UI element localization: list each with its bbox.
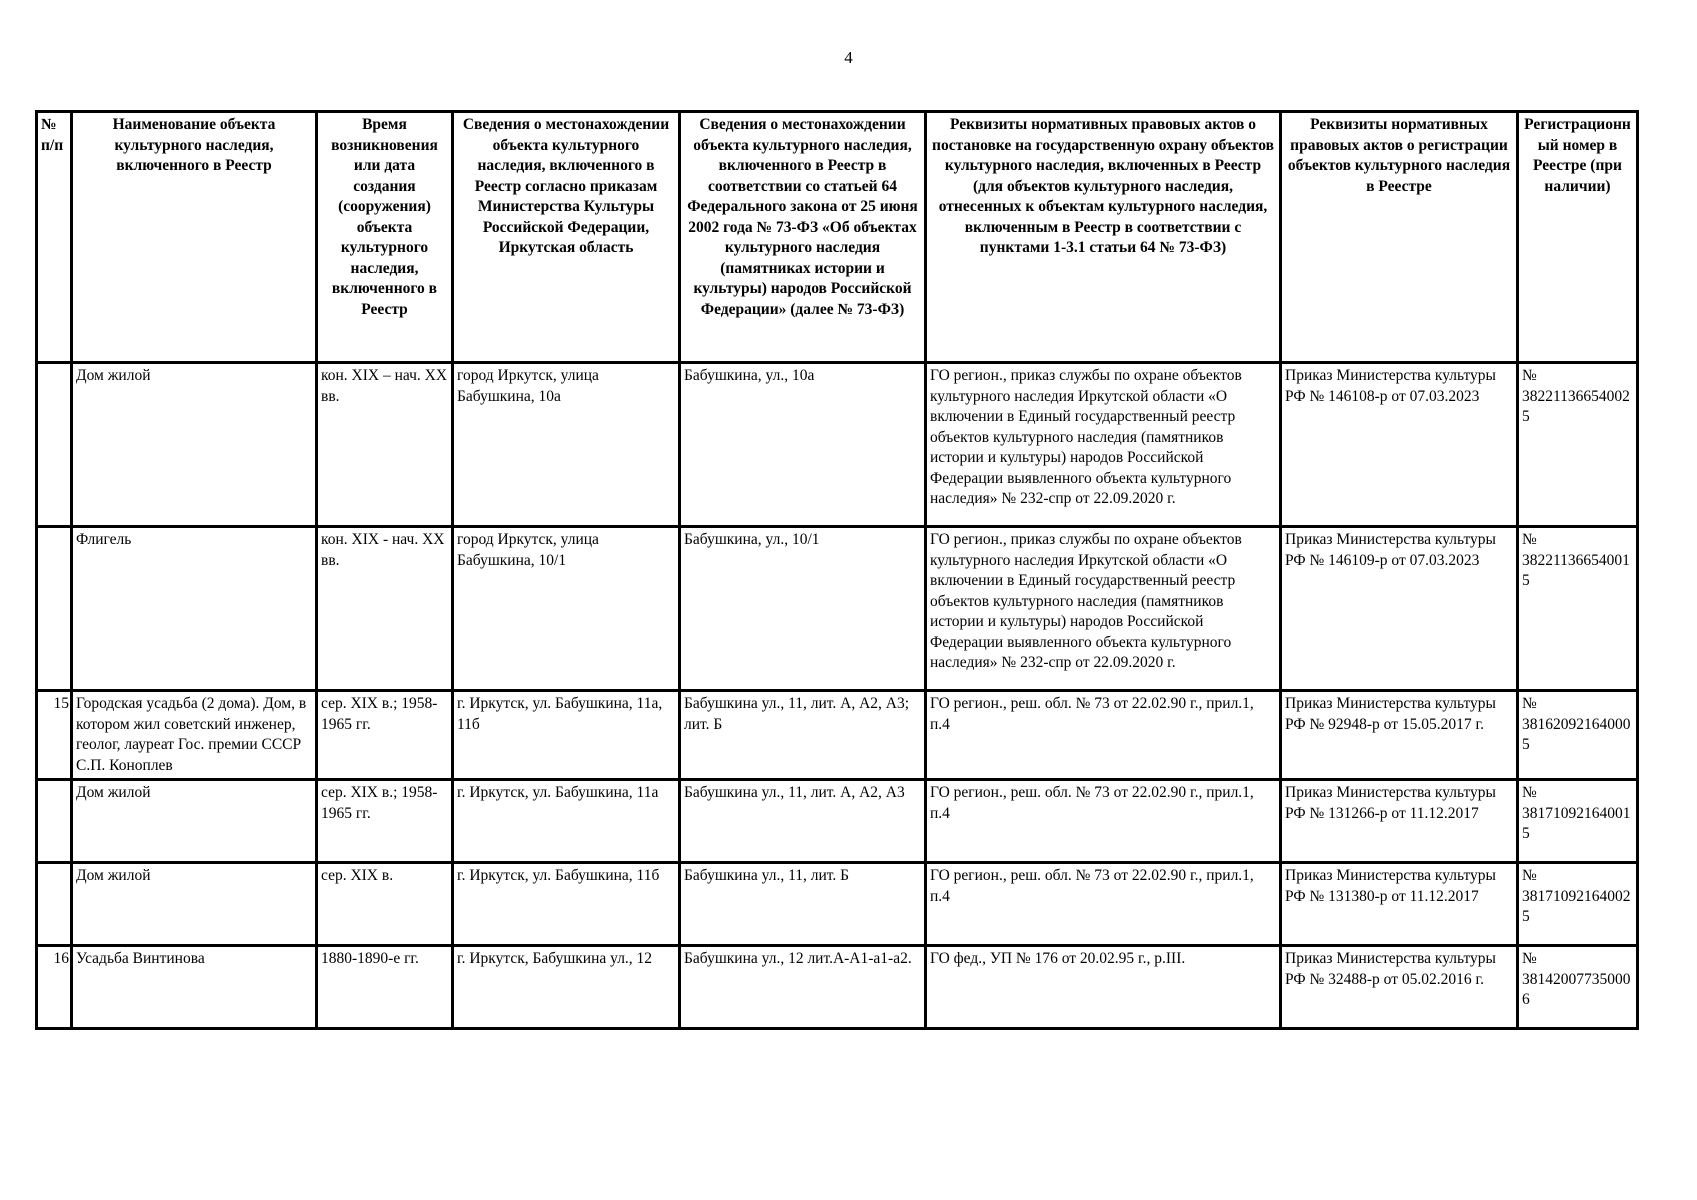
cell-location-ministry: г. Иркутск, ул. Бабушкина, 11б: [453, 863, 680, 946]
table-row: [37, 691, 1638, 780]
cell-protection-acts: ГО регион., реш. обл. № 73 от 22.02.90 г., прил.1, п.4: [926, 780, 1281, 863]
cell-location-ministry: г. Иркутск, Бабушкина ул., 12: [453, 946, 680, 1029]
cell-location-law: Бабушкина ул., 12 лит.А-А1-а1-а2.: [680, 946, 926, 1029]
cell-location-ministry: г. Иркутск, ул. Бабушкина, 11а: [453, 780, 680, 863]
table-row: [37, 863, 1638, 946]
cell-location-ministry: г. Иркутск, ул. Бабушкина, 11а, 11б: [453, 691, 680, 780]
cell-location-law: Бабушкина ул., 11, лит. Б: [680, 863, 926, 946]
cell-location-law: Бабушкина ул., 11, лит. А, А2, А3; лит. Б: [680, 691, 926, 780]
column-header-period: Время возникновения или дата создания (сооружения) объекта культурного наследия, включенного в Реестр: [317, 112, 453, 363]
cell-period: сер. XIX в.; 1958-1965 гг.: [317, 780, 453, 863]
cell-protection-acts: ГО регион., реш. обл. № 73 от 22.02.90 г., прил.1, п.4: [926, 863, 1281, 946]
cell-name: Дом жилой: [72, 863, 317, 946]
cell-period: кон. XIX - нач. XX вв.: [317, 527, 453, 691]
page-number: 4: [844, 48, 853, 67]
cell-protection-acts: ГО регион., приказ службы по охране объектов культурного наследия Иркутской области «О включении в Единый государственный реестр объектов культурного наследия (памятников истории и культуры) народов Российской Федерации выявленного объекта культурного наследия» № 232-спр от 22.09.2020 г.: [926, 527, 1281, 691]
cell-registration-acts: Приказ Министерства культуры РФ № 146108-р от 07.03.2023: [1281, 363, 1518, 527]
cell-location-law: Бабушкина ул., 11, лит. А, А2, А3: [680, 780, 926, 863]
table-row: [37, 780, 1638, 863]
cell-registration-acts: Приказ Министерства культуры РФ № 32488-р от 05.02.2016 г.: [1281, 946, 1518, 1029]
cell-number: [37, 527, 72, 691]
column-header-protection-acts: Реквизиты нормативных правовых актов о постановке на государственную охрану объектов культурного наследия, включенных в Реестр (для объектов культурного наследия, отнесенных к объектам культурного наследия, включенным в Реестр в соответствии с пунктами 1-3.1 статьи 64 № 73-ФЗ): [926, 112, 1281, 363]
cell-name: Дом жилой: [72, 780, 317, 863]
cell-registration-acts: Приказ Министерства культуры РФ № 131266-р от 11.12.2017: [1281, 780, 1518, 863]
cell-registration-acts: Приказ Министерства культуры РФ № 146109-р от 07.03.2023: [1281, 527, 1518, 691]
cell-period: 1880-1890-е гг.: [317, 946, 453, 1029]
cell-reg-number: № 381620921640005: [1518, 691, 1638, 780]
cell-period: сер. XIX в.; 1958-1965 гг.: [317, 691, 453, 780]
table-row: [37, 946, 1638, 1029]
cell-protection-acts: ГО фед., УП № 176 от 20.02.95 г., р.III.: [926, 946, 1281, 1029]
column-header-location-ministry: Сведения о местонахождении объекта культурного наследия, включенного в Реестр согласно приказам Министерства Культуры Российской Федерации, Иркутская область: [453, 112, 680, 363]
cell-number: 16: [37, 946, 72, 1029]
cell-reg-number: № 381420077350006: [1518, 946, 1638, 1029]
heritage-registry-table: [35, 110, 1639, 1030]
column-header-registration-acts: Реквизиты нормативных правовых актов о регистрации объектов культурного наследия в Реестре: [1281, 112, 1518, 363]
cell-period: кон. XIX – нач. XX вв.: [317, 363, 453, 527]
cell-location-ministry: город Иркутск, улица Бабушкина, 10/1: [453, 527, 680, 691]
column-header-location-law: Сведения о местонахождении объекта культурного наследия, включенного в Реестр в соответствии со статьей 64 Федерального закона от 25 июня 2002 года № 73-ФЗ «Об объектах культурного наследия (памятниках истории и культуры) народов Российской Федерации» (далее № 73-ФЗ): [680, 112, 926, 363]
cell-reg-number: № 382211366540015: [1518, 527, 1638, 691]
cell-protection-acts: ГО регион., реш. обл. № 73 от 22.02.90 г., прил.1, п.4: [926, 691, 1281, 780]
cell-location-law: Бабушкина, ул., 10/1: [680, 527, 926, 691]
cell-name: Усадьба Винтинова: [72, 946, 317, 1029]
column-header-reg-number: Регистрационный номер в Реестре (при наличии): [1518, 112, 1638, 363]
cell-number: [37, 363, 72, 527]
cell-name: Флигель: [72, 527, 317, 691]
cell-name: Дом жилой: [72, 363, 317, 527]
cell-registration-acts: Приказ Министерства культуры РФ № 92948-р от 15.05.2017 г.: [1281, 691, 1518, 780]
cell-period: сер. XIX в.: [317, 863, 453, 946]
column-header-name: Наименование объекта культурного наследия, включенного в Реестр: [72, 112, 317, 363]
cell-reg-number: № 382211366540025: [1518, 363, 1638, 527]
table-row: [37, 363, 1638, 527]
cell-location-law: Бабушкина, ул., 10а: [680, 363, 926, 527]
cell-protection-acts: ГО регион., приказ службы по охране объектов культурного наследия Иркутской области «О включении в Единый государственный реестр объектов культурного наследия (памятников истории и культуры) народов Российской Федерации выявленного объекта культурного наследия» № 232-спр от 22.09.2020 г.: [926, 363, 1281, 527]
column-header-number: № п/п: [37, 112, 72, 363]
cell-number: 15: [37, 691, 72, 780]
cell-name: Городская усадьба (2 дома). Дом, в котором жил советский инженер, геолог, лауреат Гос. премии СССР С.П. Коноплев: [72, 691, 317, 780]
cell-location-ministry: город Иркутск, улица Бабушкина, 10а: [453, 363, 680, 527]
cell-reg-number: № 381710921640025: [1518, 863, 1638, 946]
table-header-row: [37, 112, 1638, 363]
cell-registration-acts: Приказ Министерства культуры РФ № 131380-р от 11.12.2017: [1281, 863, 1518, 946]
table-row: [37, 527, 1638, 691]
cell-number: [37, 863, 72, 946]
cell-reg-number: № 381710921640015: [1518, 780, 1638, 863]
cell-number: [37, 780, 72, 863]
